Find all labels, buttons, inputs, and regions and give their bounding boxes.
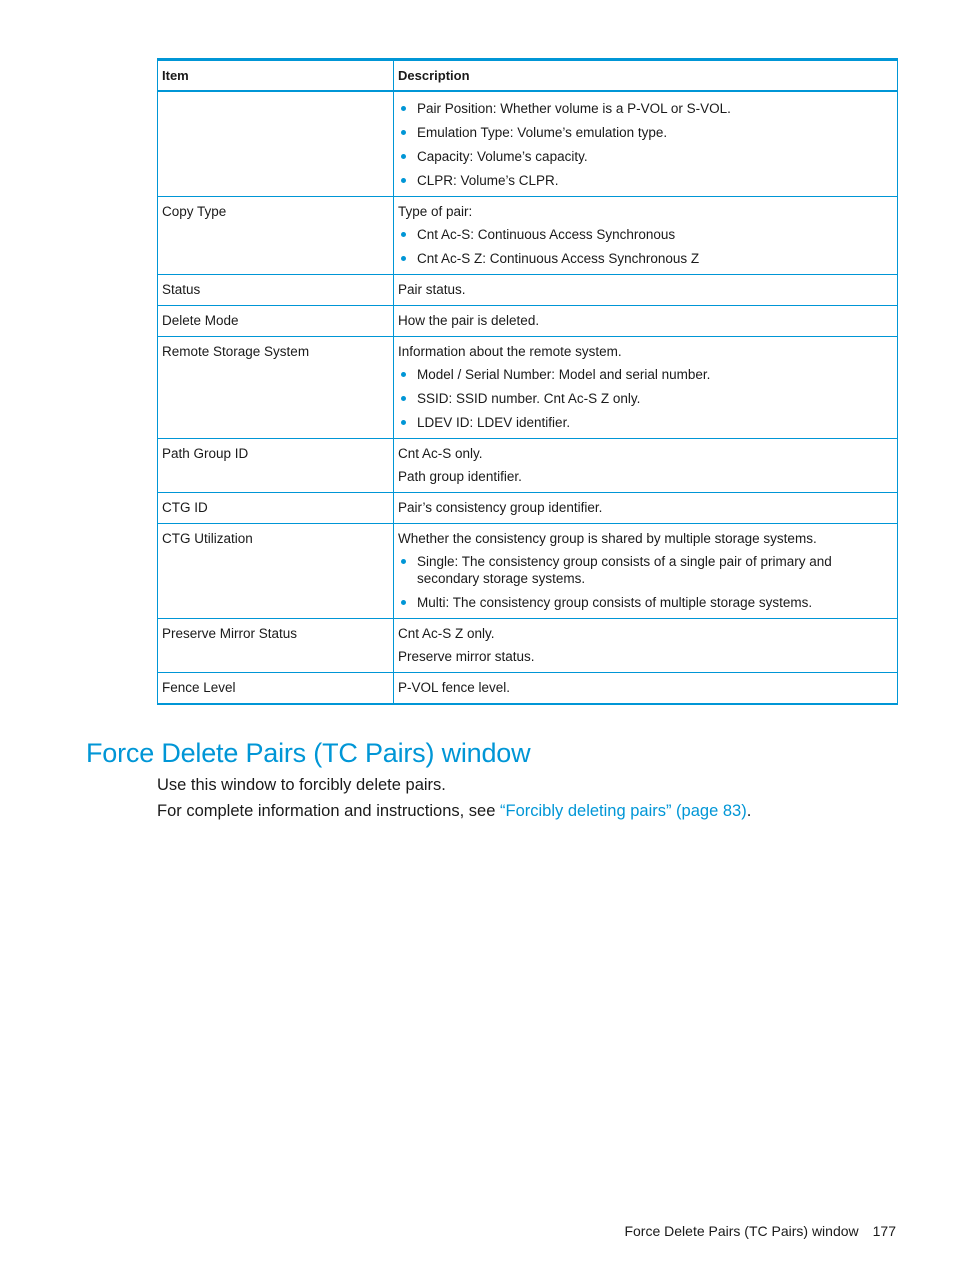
column-header-item: Item [158, 60, 394, 92]
item-cell: Copy Type [158, 197, 394, 275]
table-header-row [158, 60, 898, 92]
item-cell: Status [158, 275, 394, 306]
description-text: Information about the remote system. [398, 344, 622, 359]
table-row [158, 439, 898, 493]
item-cell: CTG ID [158, 493, 394, 524]
description-cell [394, 91, 898, 197]
table-row [158, 197, 898, 275]
bullet-item: SSID: SSID number. Cnt Ac-S Z only. [398, 390, 893, 407]
section-title: Force Delete Pairs (TC Pairs) window [86, 738, 531, 768]
bullet-item: Cnt Ac-S: Continuous Access Synchronous [398, 226, 893, 243]
description-cell [394, 197, 898, 275]
table-row [158, 91, 898, 197]
table-row [158, 275, 898, 306]
bullet-item: Cnt Ac-S Z: Continuous Access Synchronous Z [398, 250, 893, 267]
description-cell [394, 619, 898, 673]
description-cell [394, 493, 898, 524]
description-text: Path group identifier. [398, 469, 522, 484]
table-row [158, 524, 898, 619]
item-cell [158, 91, 394, 197]
description-cell [394, 439, 898, 493]
description-text: Pair’s consistency group identifier. [398, 500, 603, 515]
description-text: Preserve mirror status. [398, 649, 535, 664]
description-text: How the pair is deleted. [398, 313, 540, 328]
bullet-item: Emulation Type: Volume’s emulation type. [398, 124, 893, 141]
description-text: Type of pair: [398, 204, 473, 219]
description-text: P-VOL fence level. [398, 680, 511, 695]
bullet-item: CLPR: Volume’s CLPR. [398, 172, 893, 189]
item-cell: CTG Utilization [158, 524, 394, 619]
page-footer [624, 1223, 896, 1239]
description-cell [394, 524, 898, 619]
bullet-item: Model / Serial Number: Model and serial number. [398, 366, 893, 383]
item-cell: Remote Storage System [158, 337, 394, 439]
description-text: Whether the consistency group is shared by multiple storage systems. [398, 531, 817, 546]
description-table [157, 58, 898, 705]
bullet-list [398, 226, 893, 267]
forcibly-deleting-pairs-link[interactable]: “Forcibly deleting pairs” (page 83) [500, 802, 747, 820]
see-also-suffix: . [746, 802, 752, 820]
item-cell: Delete Mode [158, 306, 394, 337]
bullet-list [398, 100, 893, 189]
description-cell [394, 673, 898, 705]
bullet-item: Multi: The consistency group consists of multiple storage systems. [398, 594, 893, 611]
bullet-item: Single: The consistency group consists of a single pair of primary and secondary storage systems. [398, 553, 893, 587]
description-text: Pair status. [398, 282, 466, 297]
column-header-description: Description [394, 60, 898, 92]
bullet-item: Pair Position: Whether volume is a P-VOL or S-VOL. [398, 100, 893, 117]
section-see-also [157, 802, 751, 821]
bullet-list [398, 366, 893, 431]
see-also-prefix: For complete information and instructions, see [157, 802, 500, 820]
footer-title: Force Delete Pairs (TC Pairs) window [624, 1223, 859, 1239]
description-cell [394, 275, 898, 306]
table-header [158, 60, 898, 92]
bullet-list [398, 553, 893, 611]
item-cell: Fence Level [158, 673, 394, 705]
description-text: Cnt Ac-S Z only. [398, 626, 495, 641]
bullet-item: Capacity: Volume’s capacity. [398, 148, 893, 165]
table-row [158, 337, 898, 439]
item-cell: Preserve Mirror Status [158, 619, 394, 673]
description-cell [394, 337, 898, 439]
page-number: 177 [872, 1223, 896, 1239]
table-row [158, 673, 898, 705]
item-cell: Path Group ID [158, 439, 394, 493]
bullet-item: LDEV ID: LDEV identifier. [398, 414, 893, 431]
table-body [158, 91, 898, 704]
description-text: Cnt Ac-S only. [398, 446, 483, 461]
description-cell [394, 306, 898, 337]
table-row [158, 619, 898, 673]
description-table-container [157, 58, 897, 705]
table-row [158, 306, 898, 337]
section-intro: Use this window to forcibly delete pairs. [157, 776, 446, 794]
table-row [158, 493, 898, 524]
